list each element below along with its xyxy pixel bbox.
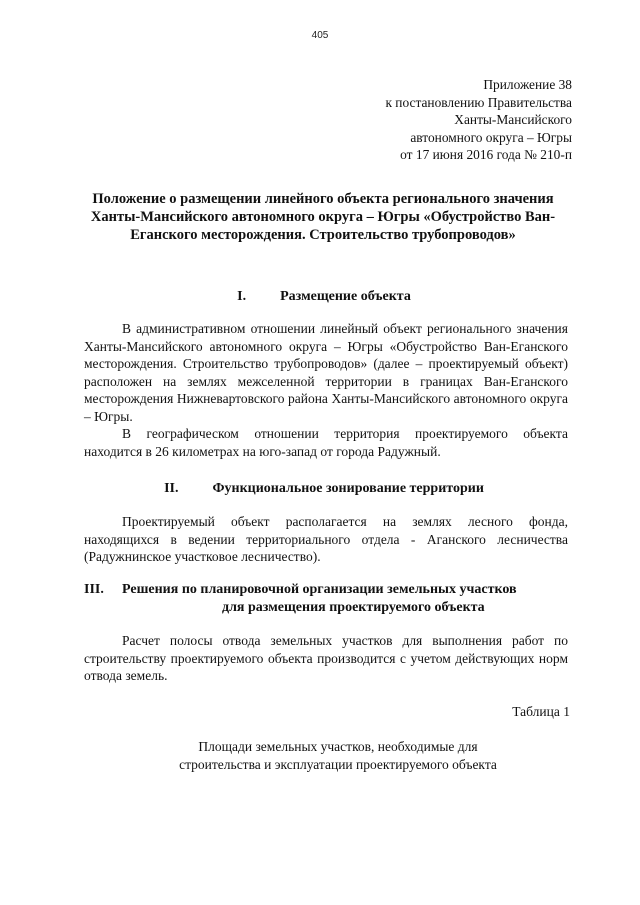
section-title: Размещение объекта [280, 289, 411, 304]
appendix-line: автономного округа – Югры [410, 129, 572, 145]
section-number: III. [84, 582, 104, 597]
paragraph: Проектируемый объект располагается на землях лесного фонда, находящихся в ведении территориального отдела - Аганского лесничества (Радужнинское участковое лесничество). [84, 514, 568, 564]
section-number: II. [164, 481, 179, 496]
appendix-line: от 17 июня 2016 года № 210-п [400, 147, 572, 162]
paragraph: Расчет полосы отвода земельных участков для выполнения работ по строительству проектируемого объекта производится с учетом действующих норм отвода земель. [84, 633, 568, 683]
document-title: Положение о размещении линейного объекта регионального значения Ханты-Мансийского автономного округа – Югры «Обустройство Ван-Еганского месторождения. Строительство трубопроводов» [90, 191, 556, 243]
table-caption-line: строительства и эксплуатации проектируемого объекта [179, 756, 497, 772]
appendix-line: Ханты-Мансийского [454, 112, 572, 127]
table-label: Таблица 1 [512, 704, 570, 719]
table-caption [110, 738, 566, 773]
appendix-block [385, 76, 572, 164]
section-number: I. [237, 289, 247, 304]
appendix-line: к постановлению Правительства [385, 94, 572, 110]
section-title-line-1: Решения по планировочной организации земельных участков [122, 582, 517, 597]
section-heading-3 [84, 581, 568, 617]
paragraph: В административном отношении линейный объект регионального значения Ханты-Мансийского автономного округа – Югры «Обустройство Ван-Еганского месторождения. Строительство трубопроводов» (далее – проектируемый объект) расположен на землях межселенной территории в границах Ван-Еганского месторождения Нижневартовского района Ханты-Мансийского автономного округа – Югры. [84, 321, 568, 424]
appendix-line: Приложение 38 [483, 77, 572, 92]
section-title: Функциональное зонирование территории [212, 481, 484, 496]
section-heading-1 [82, 288, 566, 306]
section-heading-2 [82, 480, 566, 498]
paragraph: В географическом отношении территория проектируемого объекта находится в 26 километрах на юго-запад от города Радужный. [84, 426, 568, 459]
page-number: 405 [311, 30, 329, 41]
section-title-line-2: для размещения проектируемого объекта [222, 600, 485, 615]
table-caption-line: Площади земельных участков, необходимые для [198, 739, 478, 754]
